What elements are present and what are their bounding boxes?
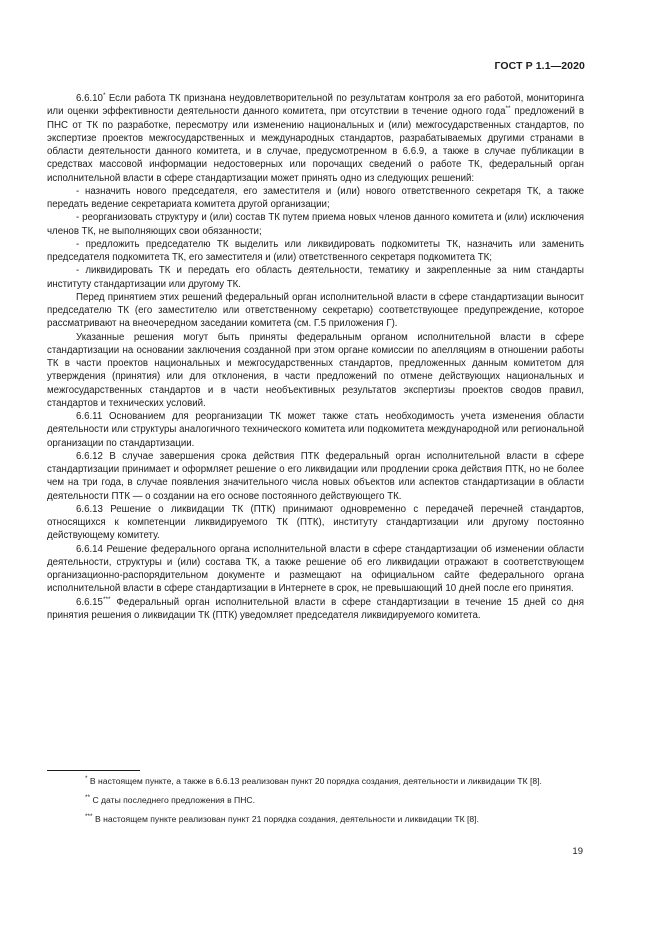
footnotes: [47, 770, 584, 832]
footnote-text: В настоящем пункте, а также в 6.6.13 реализован пункт 20 порядка создания, деятельности и ликвидации ТК [8].: [87, 776, 542, 786]
list-item: - назначить нового председателя, его заместителя и (или) нового ответственного секретаря ТК, а также передать ведение секретариата комитета другой организации;: [47, 185, 584, 210]
paragraph-6-6-15: [47, 596, 584, 623]
paragraph-6-6-13: 6.6.13 Решение о ликвидации ТК (ПТК) принимают одновременно с передачей перечней стандартов, относящихся к компетенции ликвидируемого ТК (ПТК), институту стандартизации или другому постоянно действующему комитету.: [47, 503, 584, 542]
footnote-marker: ***: [85, 813, 93, 820]
list-item: - ликвидировать ТК и передать его область деятельности, тематику и закрепленные за ним стандарты институту стандартизации или другому ТК.: [47, 265, 584, 290]
paragraph-6-6-11: 6.6.11 Основанием для реорганизации ТК может также стать необходимость учета изменения области деятельности или структуры аналогичного технического комитета или подкомитета международной или региональной организации по стандартизации.: [47, 411, 584, 449]
list-item: - реорганизовать структуру и (или) состав ТК путем приема новых членов данного комитета и (или) исключения членов ТК, не выполняющих свои обязанности;: [47, 212, 584, 237]
footnote-divider: [47, 770, 140, 771]
clause-6-6-10-lead: 6.6.10* Если работа ТК признана неудовлетворительной по результатам контроля за его работой, мониторинга или оценки эффективности деятельности данного комитета, при отсутствии в течение одного года: [47, 92, 584, 118]
paragraph-6-6-12: 6.6.12 В случае завершения срока действия ПТК федеральный орган исполнительной власти в сфере стандартизации принимает и оформляет решение о его ликвидации или продлении срока действия ПТК, но не более чем на три года, в случае появления значительного числа новых объектов или аспектов стандартизации в области деятельности ПТК — о создании на его основе постоянного действующего ТК.: [47, 450, 584, 502]
footnote-ref: **: [505, 105, 511, 113]
footnote-text: В настоящем пункте реализован пункт 21 порядка создания, деятельности и ликвидации ТК [8].: [92, 814, 479, 824]
clause-6-6-10-continued: предложений в ПНС от ТК по разработке, пересмотру или изменению национальных и (или) межгосударственных стандартов, по экспертизе проектов межгосударственных и международных стандартов, разрабатываемых другими странами в области деятельности данного комитета, и в случае, предусмотренном в 6.6.9, а также в случае публикации в средствах массовой информации недостоверных или порочащих сведений о работе ТК, федеральный орган исполнительной власти в сфере стандартизации может принять одно из следующих решений:: [47, 106, 584, 184]
paragraph: Перед принятием этих решений федеральный орган исполнительной власти в сфере стандартизации выносит председателю ТК (его заместителю или ответственному секретарю) соответствующее предупреждение, которое рассматривают на внеочередном заседании комитета (см. Г.5 приложения Г).: [47, 291, 584, 330]
footnote: [47, 794, 584, 807]
paragraph-6-6-14: 6.6.14 Решение федерального органа исполнительной власти в сфере стандартизации об изменении области деятельности, структуры и (или) состава ТК, а также решение об его ликвидации отражают в соответствующем организационно-распорядительном документе и размещают на официальном сайте федерального органа исполнительной власти в сфере стандартизации в Интернете в срок, не превышающий 10 дней после его принятия.: [47, 543, 584, 595]
main-text: [47, 92, 584, 622]
footnote: [47, 813, 584, 826]
clause-6-6-15: 6.6.15*** Федеральный орган исполнительной власти в сфере стандартизации в течение 15 дней со дня принятия решения о ликвидации ТК (ПТК) уведомляет председателя ликвидируемого комитета.: [47, 595, 584, 621]
footnote: [47, 775, 584, 788]
paragraph: Указанные решения могут быть приняты федеральным органом исполнительной власти в сфере стандартизации на основании заключения созданной при этом органе комиссии по апелляциям в отношении работы ТК в части проектов национальных и межгосударственных стандартов, предложенных данным комитетом для утверждения (принятия) или для отклонения, в части предложений по отмене действующих национальных и межгосударственных стандартов и в части необъективных результатов экспертизы проектов сводов правил, стандартов и технических условий.: [47, 331, 584, 409]
standard-id: ГОСТ Р 1.1—2020: [494, 60, 585, 72]
footnote-text: С даты последнего предложения в ПНС.: [90, 795, 256, 805]
footnote-ref: *: [102, 92, 106, 99]
paragraph-6-6-10: [47, 92, 584, 185]
page-number: 19: [572, 846, 583, 857]
list-item: - предложить председателю ТК выделить или ликвидировать подкомитеты ТК, назначить или заменить председателя подкомитета ТК, его заместителя и (или) ответственного секретаря подкомитета ТК;: [47, 238, 584, 263]
footnote-ref: ***: [102, 595, 111, 603]
footnote-marker: *: [85, 775, 88, 782]
page-header: [494, 60, 585, 72]
footnote-marker: **: [85, 794, 91, 801]
